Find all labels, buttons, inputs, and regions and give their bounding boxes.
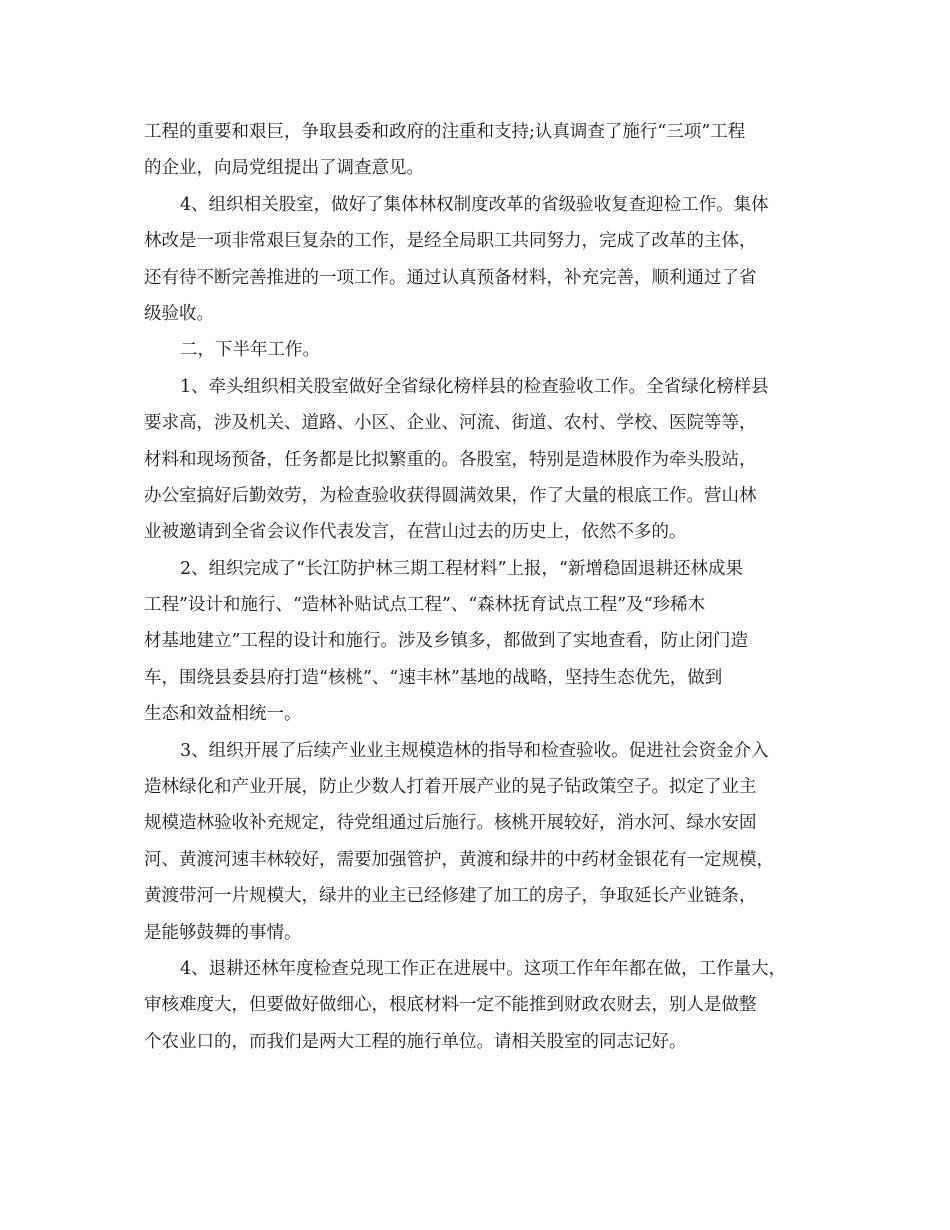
text-line: 车，围绕县委县府打造“核桃”、“速丰林”基地的战略，坚持生态优先，做到 [144,667,723,688]
text-line: 规模造林验收补充规定，待党组通过后施行。核桃开展较好，消水河、绿水安固 [144,813,757,834]
text-line: 生态和效益相统一。 [144,704,302,725]
text-line: 的企业，向局党组提出了调查意见。 [144,158,424,179]
text-line: 业被邀请到全省会议作代表发言，在营山过去的历史上，依然不多的。 [144,522,687,543]
text-line: 要求高，涉及机关、道路、小区、企业、河流、街道、农村、学校、医院等等， [144,413,757,434]
text-line: 还有待不断完善推进的一项工作。通过认真预备材料，补充完善，顺利通过了省 [144,267,757,288]
text-line: 是能够鼓舞的事情。 [144,922,302,943]
paragraph-start-line: 4、退耕还林年度检查兑现工作正在进展中。这项工作年年都在做，工作量大， [180,958,787,979]
text-line: 造林绿化和产业开展，防止少数人打着开展产业的晃子钻政策空子。拟定了业主 [144,777,757,798]
section-heading: 二，下半年工作。 [180,340,320,361]
paragraph-start-line: 3、组织开展了后续产业业主规模造林的指导和检查验收。促进社会资金介入 [180,740,769,761]
text-line: 工程”设计和施行、“造林补贴试点工程”、“森林抚育试点工程”及“珍稀木 [144,595,706,616]
text-line: 材基地建立”工程的设计和施行。涉及乡镇多，都做到了实地查看，防止闭门造 [144,631,748,652]
text-line: 审核难度大，但要做好做细心，根底材料一定不能推到财政农财去，别人是做整 [144,995,757,1016]
text-line: 级验收。 [144,303,214,324]
paragraph-start-line: 4、组织相关股室，做好了集体林权制度改革的省级验收复查迎检工作。集体 [180,194,769,215]
body-text [144,114,834,1060]
paragraph-start-line: 1、牵头组织相关股室做好全省绿化榜样县的检查验收工作。全省绿化榜样县 [180,376,769,397]
text-line: 林改是一项非常艰巨复杂的工作，是经全局职工共同努力，完成了改革的主体， [144,231,757,252]
text-line: 黄渡带河一片规模大，绿井的业主已经修建了加工的房子，争取延长产业链条， [144,886,757,907]
text-line: 材料和现场预备，任务都是比拟繁重的。各股室，特别是造林股作为牵头股站， [144,449,757,470]
text-line: 河、黄渡河速丰林较好，需要加强管护，黄渡和绿井的中药材金银花有一定规模， [144,849,774,870]
text-line: 办公室搞好后勤效劳，为检查验收获得圆满效果，作了大量的根底工作。营山林 [144,485,757,506]
text-line: 个农业口的，而我们是两大工程的施行单位。请相关股室的同志记好。 [144,1031,687,1052]
paragraph-start-line: 2、组织完成了“长江防护林三期工程材料”上报，“新增稳固退耕还林成果 [180,558,743,579]
text-line: 工程的重要和艰巨，争取县委和政府的注重和支持;认真调查了施行“三项”工程 [144,122,746,142]
